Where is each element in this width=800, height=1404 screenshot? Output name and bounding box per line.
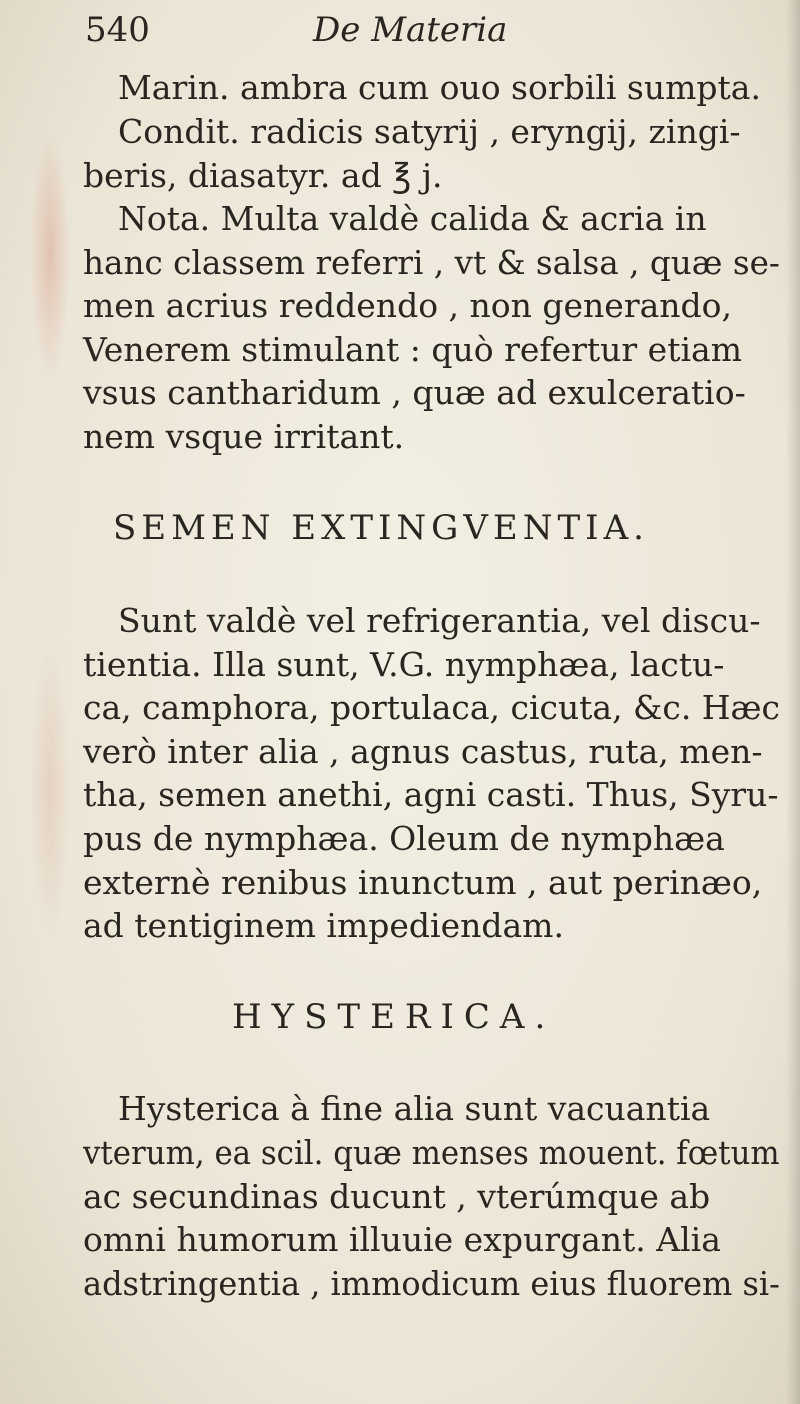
page-number: 540 <box>85 10 150 50</box>
text-line: ca, camphora, portulaca, cicuta, &c. Hæc <box>83 688 781 727</box>
text-line: vsus cantharidum , quæ ad exulceratio- <box>83 373 746 412</box>
text-line: nem vsque irritant. <box>83 417 405 456</box>
margin-stain <box>30 640 70 940</box>
text-line: externè renibus inunctum , aut perinæo, <box>83 863 763 902</box>
text-line: hanc classem referri , vt & salsa , quæ se- <box>83 243 780 282</box>
section-heading: SEMEN EXTINGVENTIA. <box>113 508 649 548</box>
text-line: Venerem stimulant : quò refertur etiam <box>83 330 742 369</box>
running-title: De Materia <box>313 10 508 50</box>
text-line: vterum, ea scil. quæ menses mouent. fœtum <box>83 1133 780 1172</box>
text-line: adstringentia , immodicum eius fluorem si- <box>83 1264 780 1303</box>
text-line: Nota. Multa valdè calida & acria in <box>118 199 707 238</box>
margin-stain <box>30 130 70 380</box>
text-line: ac secundinas ducunt , vterúmque ab <box>83 1177 711 1216</box>
text-line: pus de nymphæa. Oleum de nymphæa <box>83 819 725 858</box>
text-line: tientia. Illa sunt, V.G. nymphæa, lactu- <box>83 645 725 684</box>
text-line: omni humorum illuuie expurgant. Alia <box>83 1220 721 1259</box>
section-heading: HYSTERICA. <box>232 997 556 1037</box>
text-line: Sunt valdè vel refrigerantia, vel discu- <box>118 601 761 640</box>
text-line: tha, semen anethi, agni casti. Thus, Syru- <box>83 775 779 814</box>
text-line: Marin. ambra cum ouo sorbili sumpta. <box>118 68 761 107</box>
text-line: verò inter alia , agnus castus, ruta, men- <box>83 732 763 771</box>
text-line: beris, diasatyr. ad ℥ j. <box>83 156 443 195</box>
text-line: men acrius reddendo , non generando, <box>83 286 733 325</box>
text-line: ad tentiginem impediendam. <box>83 906 564 945</box>
text-line: Condit. radicis satyrij , eryngij, zingi- <box>118 112 741 151</box>
text-line: Hysterica à fine alia sunt vacuantia <box>118 1089 711 1128</box>
